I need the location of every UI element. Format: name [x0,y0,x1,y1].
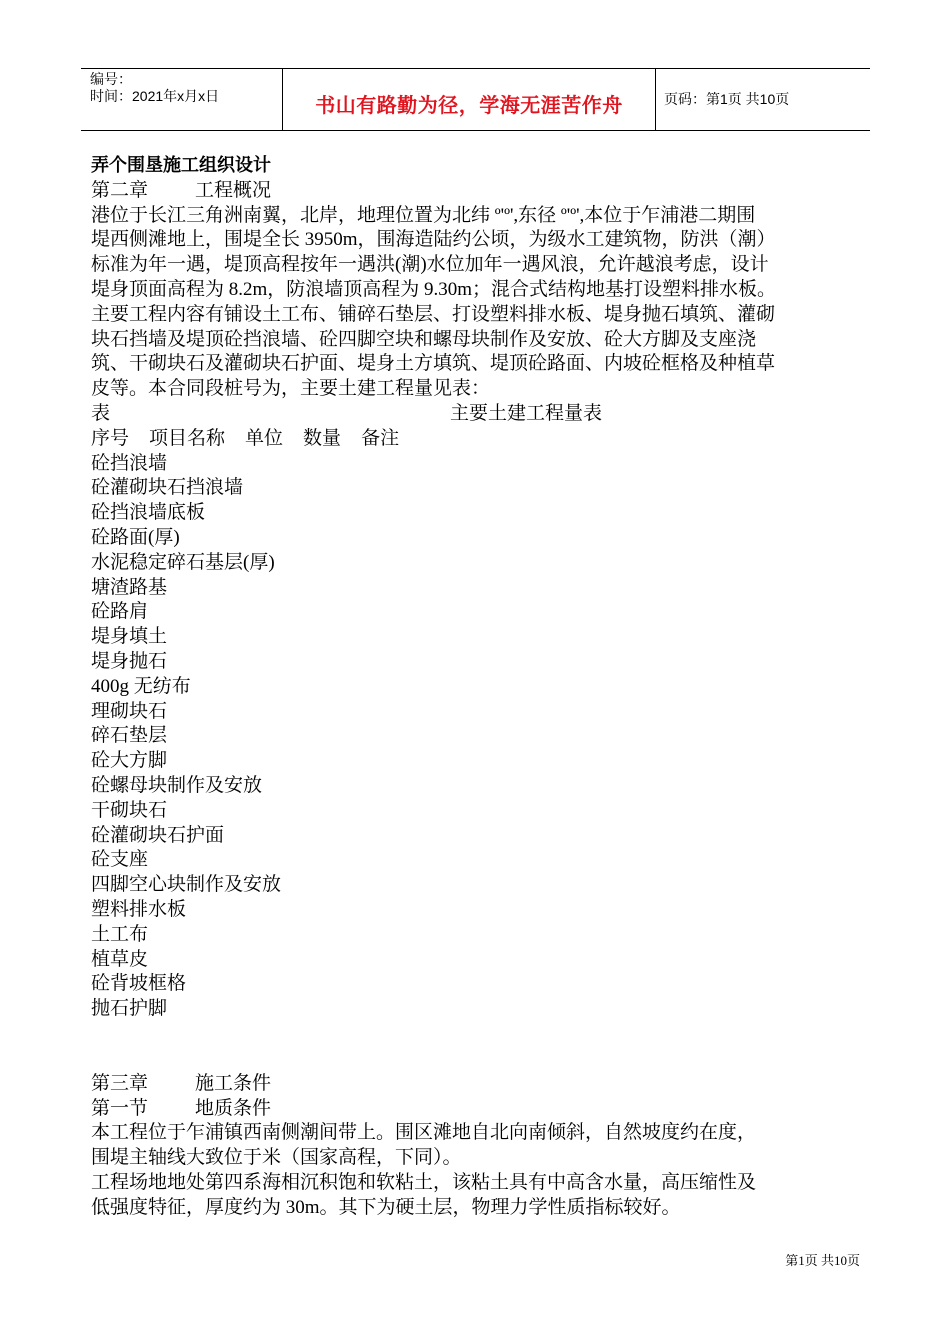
overview-paragraph [91,204,871,402]
section-spacer [91,1022,871,1072]
overview-line: 块石挡墙及堤顶砼挡浪墙、砼四脚空块和螺母块制作及安放、砼大方脚及支座浇 [91,328,757,350]
table-header-cell: 备注 [361,427,400,449]
table-item: 砼背坡框格 [91,973,187,995]
page-footer: 第1页 共10页 [785,1253,860,1268]
table-item: 400g 无纺布 [91,675,191,697]
table-item: 抛石护脚 [91,998,168,1020]
overview-line: 港位于长江三角洲南翼，北岸，地理位置为北纬 º'º',东径 º'º',本位于乍浦港二期围 [91,204,756,226]
table-item: 堤身抛石 [91,650,168,672]
chapter-3-heading [91,1072,871,1097]
overview-line: 标准为年一遇，堤顶高程按年一遇洪(潮)水位加年一遇风浪，允许越浪考虑，设计 [91,254,769,276]
table-caption [91,402,871,427]
header-motto: 书山有路勤为径，学海无涯苦作舟 [315,93,623,117]
table-header-cell: 序号 [91,427,130,449]
section-1-number: 第一节 [91,1097,149,1119]
section-1-title: 地质条件 [195,1097,272,1119]
table-header-cell: 数量 [303,427,342,449]
quantity-table-items [91,452,871,1022]
chapter-2-heading [91,179,871,204]
table-item: 砼挡浪墙 [91,452,168,474]
table-item: 砼路肩 [91,601,149,623]
overview-line: 皮等。本合同段桩号为，主要土建工程量见表： [91,378,491,400]
table-label: 表 [91,402,111,424]
table-item: 碎石垫层 [91,725,168,747]
table-item: 砼灌砌块石挡浪墙 [91,477,244,499]
table-title: 主要土建工程量表 [450,402,603,424]
table-header-row [91,427,871,452]
chapter-2-number: 第二章 [91,179,149,201]
chapter-2-title: 工程概况 [195,179,272,201]
geology-line: 低强度特征，厚度约为 30m。其下为硬土层，物理力学性质指标较好。 [91,1196,681,1218]
header-right-cell [656,69,870,130]
overview-line: 堤身顶面高程为 8.2m，防浪墙顶高程为 9.30m；混合式结构地基打设塑料排水板。 [91,278,777,300]
chapter-3-title: 施工条件 [195,1072,272,1094]
table-item: 四脚空心块制作及安放 [91,874,282,896]
overview-line: 堤西侧滩地上，围堤全长 3950m，围海造陆约公顷，为级水工建筑物，防洪（潮） [91,229,776,251]
document-number-label: 编号： [90,71,132,87]
table-item: 理砌块石 [91,700,168,722]
table-item: 砼大方脚 [91,750,168,772]
table-item: 砼灌砌块石护面 [91,824,225,846]
document-title: 弄个围垦施工组织设计 [91,155,271,176]
document-body [91,154,871,1221]
table-item: 塘渣路基 [91,576,168,598]
table-item: 砼挡浪墙底板 [91,502,206,524]
table-item: 砼螺母块制作及安放 [91,774,263,796]
geology-line: 围堤主轴线大致位于米（国家高程，下同）。 [91,1147,462,1169]
table-header-cell: 项目名称 [149,427,226,449]
overview-line: 主要工程内容有铺设土工布、铺碎石垫层、打设塑料排水板、堤身抛石填筑、灌砌 [91,303,776,325]
table-item: 砼支座 [91,849,149,871]
geology-paragraph [91,1121,871,1220]
table-header-cell: 单位 [245,427,284,449]
table-item: 植草皮 [91,948,149,970]
document-time-label: 时间：2021年x月x日 [90,88,220,104]
geology-line: 本工程位于乍浦镇西南侧潮间带上。围区滩地自北向南倾斜，自然坡度约在度， [91,1122,757,1144]
table-item: 塑料排水板 [91,898,187,920]
overview-line: 筑、干砌块石及灌砌块石护面、堤身土方填筑、堤顶砼路面、内坡砼框格及种植草 [91,353,776,375]
table-item: 干砌块石 [91,799,168,821]
table-item: 水泥稳定碎石基层(厚) [91,551,275,573]
section-1-heading [91,1097,871,1122]
header-page-code: 页码：第1页 共10页 [664,91,790,107]
header-left-cell [81,69,283,130]
table-item: 土工布 [91,923,149,945]
table-item: 堤身填土 [91,626,168,648]
chapter-3-number: 第三章 [91,1072,149,1094]
page-header-table [81,68,870,131]
table-item: 砼路面(厚) [91,526,180,548]
header-center-cell [283,69,656,130]
geology-line: 工程场地地处第四系海相沉积饱和软粘土，该粘土具有中高含水量，高压缩性及 [91,1172,757,1194]
